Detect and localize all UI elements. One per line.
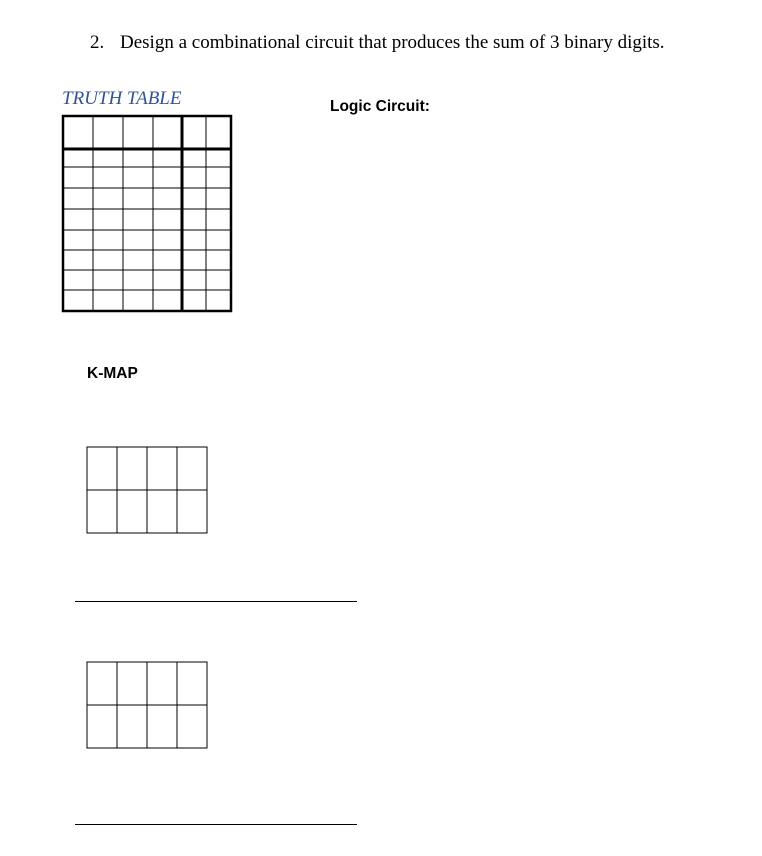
truth-table-title: TRUTH TABLE (62, 88, 182, 109)
kmap-grid-2 (87, 662, 207, 748)
question-text: Design a combinational circuit that produces the sum of 3 binary digits. (120, 32, 665, 53)
kmap-title: K-MAP (87, 365, 138, 382)
answer-line-1 (75, 601, 357, 602)
answer-line-2 (75, 824, 357, 825)
kmap-grid-1 (87, 447, 207, 533)
question-number: 2. (90, 32, 105, 53)
logic-circuit-title: Logic Circuit: (330, 98, 430, 115)
